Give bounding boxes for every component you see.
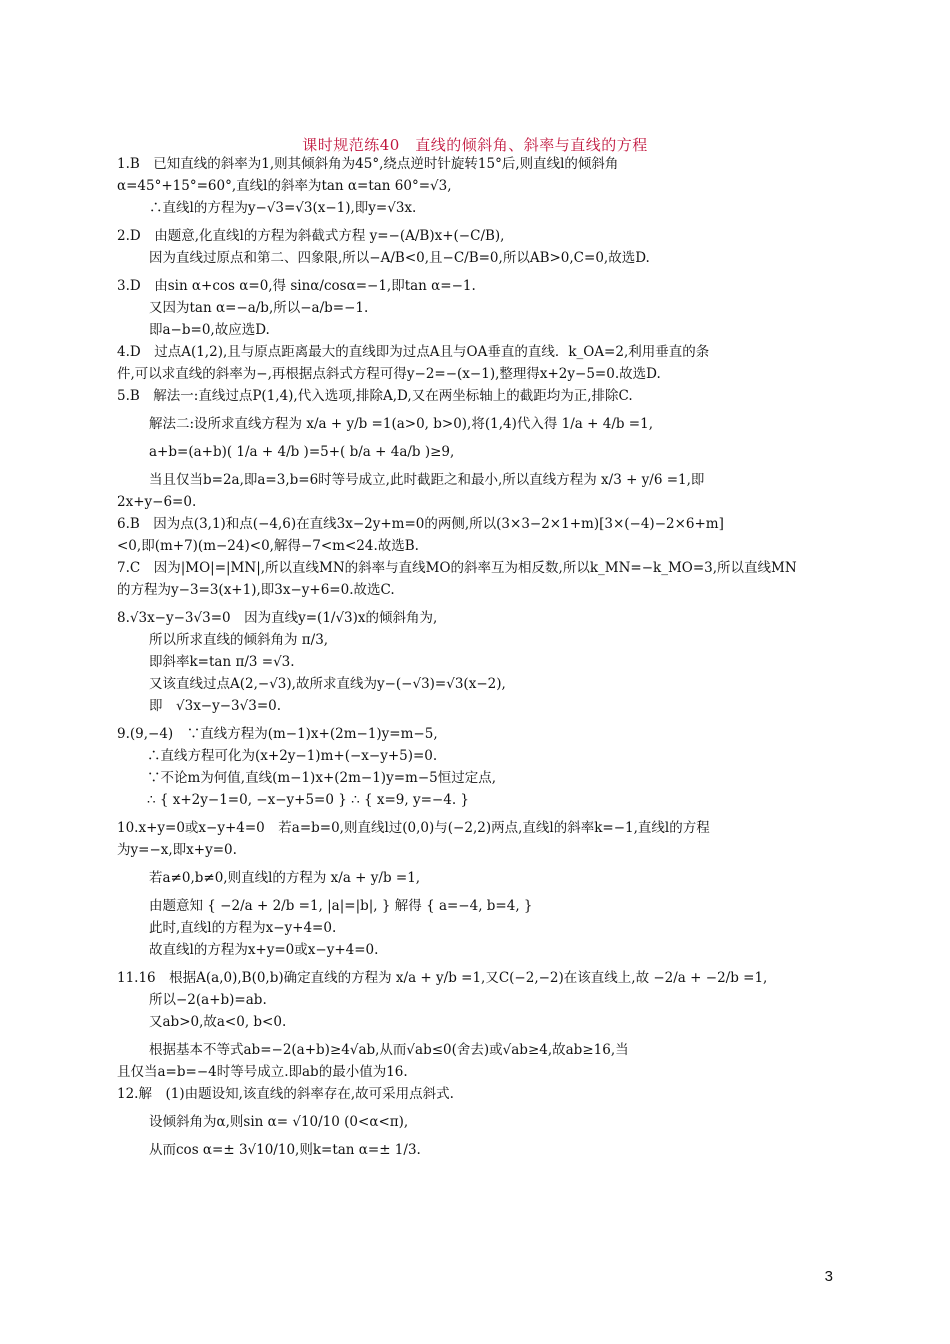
text-line: 12.解 (1)由题设知,该直线的斜率存在,故可采用点斜式. [117,1086,454,1102]
text-line: 故直线l的方程为x+y=0或x−y+4=0. [149,942,379,958]
text-line: 8.√3x−y−3√3=0 因为直线y=(1/√3)x的倾斜角为, [117,610,438,626]
text-line: ∴直线l的方程为y−√3=√3(x−1),即y=√3x. [149,200,417,216]
text-line: 当且仅当b=2a,即a=3,b=6时等号成立,此时截距之和最小,所以直线方程为 x/3 + y/6 =1,即 [149,472,705,488]
text-line: 又该直线过点A(2,−√3),故所求直线为y−(−√3)=√3(x−2), [149,676,506,692]
text-line: 6.B 因为点(3,1)和点(−4,6)在直线3x−2y+m=0的两侧,所以(3×3−2×1+m)[3×(−4)−2×6+m] [117,516,724,532]
text-line: 若a≠0,b≠0,则直线l的方程为 x/a + y/b =1, [149,870,421,886]
text-line: 根据基本不等式ab=−2(a+b)≥4√ab,从而√ab≤0(舍去)或√ab≥4,故ab≥16,当 [149,1042,629,1058]
page-number: 3 [824,1268,833,1285]
text-line: 由题意知 { −2/a + 2/b =1, |a|=|b|, } 解得 { a=−4, b=4, } [149,898,533,914]
text-line: a+b=(a+b)( 1/a + 4/b )=5+( b/a + 4a/b )≥9, [149,444,455,460]
text-line: 3.D 由sin α+cos α=0,得 sinα/cosα=−1,即tan α=−1. [117,278,476,294]
text-line: 所以所求直线的倾斜角为 π/3, [149,632,329,648]
text-line: <0,即(m+7)(m−24)<0,解得−7<m<24.故选B. [117,538,419,554]
text-line: 2x+y−6=0. [117,494,197,510]
text-line: 且仅当a=b=−4时等号成立.即ab的最小值为16. [117,1064,408,1080]
text-line: 4.D 过点A(1,2),且与原点距离最大的直线即为过点A且与OA垂直的直线．k_OA=2,利用垂直的条 [117,344,710,360]
solution-body [117,153,837,1161]
text-line: 2.D 由题意,化直线l的方程为斜截式方程 y=−(A/B)x+(−C/B), [117,228,505,244]
text-line: 即斜率k=tan π/3 =√3. [149,654,295,670]
text-line: 10.x+y=0或x−y+4=0 若a=b=0,则直线l过(0,0)与(−2,2)两点,直线l的斜率k=−1,直线l的方程 [117,820,710,836]
text-line: 5.B 解法一:直线过点P(1,4),代入选项,排除A,D,又在两坐标轴上的截距均为正,排除C. [117,388,633,404]
text-line: ∴直线方程可化为(x+2y−1)m+(−x−y+5)=0. [147,748,438,764]
text-line: 因为直线过原点和第二、四象限,所以−A/B<0,且−C/B=0,所以AB>0,C=0,故选D. [149,250,650,266]
text-line: 为y=−x,即x+y=0. [117,842,237,858]
text-line: ∵不论m为何值,直线(m−1)x+(2m−1)y=m−5恒过定点, [147,770,497,786]
text-line: 的方程为y−3=3(x+1),即3x−y+6=0.故选C. [117,582,395,598]
text-line: 又因为tan α=−a/b,所以−a/b=−1. [149,300,369,316]
text-line: 即a−b=0,故应选D. [149,322,270,338]
text-line: 又ab>0,故a<0, b<0. [149,1014,287,1030]
text-line: 即 √3x−y−3√3=0. [149,698,282,714]
text-line: 件,可以求直线的斜率为−,再根据点斜式方程可得y−2=−(x−1),整理得x+2y−5=0.故选D. [117,366,661,382]
text-line: 设倾斜角为α,则sin α= √10/10 (0<α<π), [149,1114,409,1130]
text-line: ∴ { x+2y−1=0, −x−y+5=0 } ∴ { x=9, y=−4. } [147,792,469,808]
text-line: 解法二:设所求直线方程为 x/a + y/b =1(a>0, b>0),将(1,4)代入得 1/a + 4/b =1, [149,416,653,432]
page-title: 课时规范练40 直线的倾斜角、斜率与直线的方程 [302,136,648,154]
text-line: 所以−2(a+b)=ab. [149,992,267,1008]
text-line: 9.(9,−4) ∵直线方程为(m−1)x+(2m−1)y=m−5, [117,726,438,742]
text-line: α=45°+15°=60°,直线l的斜率为tan α=tan 60°=√3, [117,178,452,194]
text-line: 从而cos α=± 3√10/10,则k=tan α=± 1/3. [149,1142,421,1158]
text-line: 此时,直线l的方程为x−y+4=0. [149,920,337,936]
text-line: 11.16 根据A(a,0),B(0,b)确定直线的方程为 x/a + y/b =1,又C(−2,−2)在该直线上,故 −2/a + −2/b =1, [117,970,768,986]
text-line: 1.B 已知直线的斜率为1,则其倾斜角为45°,绕点逆时针旋转15°后,则直线l的倾斜角 [117,156,619,172]
text-line: 7.C 因为|MO|=|MN|,所以直线MN的斜率与直线MO的斜率互为相反数,所以k_MN=−k_MO=3,所以直线MN [117,560,797,576]
